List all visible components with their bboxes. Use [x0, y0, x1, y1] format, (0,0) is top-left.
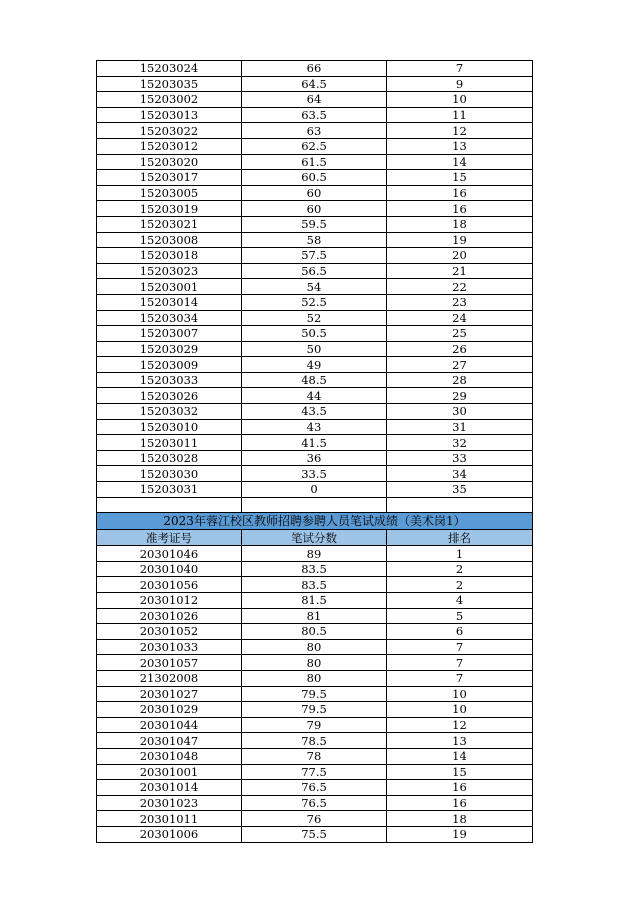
table-row: [97, 826, 533, 842]
exam-number-cell: 15203017: [97, 170, 242, 186]
table-row: [97, 170, 533, 186]
exam-number-cell: 15203012: [97, 138, 242, 154]
written-score-cell: 63.5: [242, 107, 387, 123]
exam-number-cell: 20301040: [97, 561, 242, 577]
table-row: [97, 717, 533, 733]
written-score-cell: 41.5: [242, 435, 387, 451]
table-row: [97, 686, 533, 702]
table-row: [97, 670, 533, 686]
written-score-cell: 77.5: [242, 764, 387, 780]
column-header-row: [97, 530, 533, 546]
exam-number-cell: 20301023: [97, 795, 242, 811]
rank-cell: 5: [387, 608, 533, 624]
written-score-cell: [242, 497, 387, 513]
written-score-cell: 89: [242, 546, 387, 562]
written-score-cell: 50: [242, 341, 387, 357]
rank-cell: 19: [387, 826, 533, 842]
table-row: [97, 341, 533, 357]
exam-number-cell: 15203013: [97, 107, 242, 123]
written-score-cell: 76.5: [242, 795, 387, 811]
exam-number-cell: 15203007: [97, 326, 242, 342]
score-table: [96, 60, 533, 843]
exam-number-cell: 15203028: [97, 450, 242, 466]
written-score-cell: 80: [242, 670, 387, 686]
table-row: [97, 780, 533, 796]
written-score-cell: 52: [242, 310, 387, 326]
rank-cell: 23: [387, 294, 533, 310]
written-score-cell: 81.5: [242, 593, 387, 609]
table-row: [97, 593, 533, 609]
table-row: [97, 466, 533, 482]
exam-number-cell: 20301029: [97, 702, 242, 718]
exam-number-cell: 15203011: [97, 435, 242, 451]
table-row: [97, 639, 533, 655]
rank-cell: 20: [387, 248, 533, 264]
exam-number-cell: 15203005: [97, 185, 242, 201]
exam-number-cell: 20301001: [97, 764, 242, 780]
table-row: [97, 733, 533, 749]
exam-number-cell: 20301046: [97, 546, 242, 562]
exam-number-cell: 15203002: [97, 92, 242, 108]
rank-cell: 10: [387, 702, 533, 718]
written-score-cell: 59.5: [242, 216, 387, 232]
table-row: [97, 232, 533, 248]
written-score-cell: 33.5: [242, 466, 387, 482]
written-score-cell: 60.5: [242, 170, 387, 186]
section2-header-body: [97, 513, 533, 546]
table-row: [97, 76, 533, 92]
written-score-cell: 64.5: [242, 76, 387, 92]
rank-cell: 4: [387, 593, 533, 609]
table-row: [97, 577, 533, 593]
table-row: [97, 61, 533, 77]
exam-number-cell: 20301056: [97, 577, 242, 593]
rank-cell: 30: [387, 404, 533, 420]
table-row: [97, 748, 533, 764]
rank-cell: 16: [387, 201, 533, 217]
rank-cell: 34: [387, 466, 533, 482]
exam-number-cell: 15203032: [97, 404, 242, 420]
written-score-cell: 78: [242, 748, 387, 764]
exam-number-cell: 15203026: [97, 388, 242, 404]
exam-number-cell: 15203023: [97, 263, 242, 279]
rank-cell: 2: [387, 561, 533, 577]
rank-cell: 29: [387, 388, 533, 404]
written-score-cell: 62.5: [242, 138, 387, 154]
table-row: [97, 107, 533, 123]
table-row: [97, 404, 533, 420]
exam-number-cell: 15203014: [97, 294, 242, 310]
exam-number-cell: 20301057: [97, 655, 242, 671]
rank-cell: 7: [387, 61, 533, 77]
header-exam-number: 准考证号: [97, 530, 242, 546]
table-row: [97, 482, 533, 498]
rank-cell: 7: [387, 639, 533, 655]
rank-cell: 15: [387, 764, 533, 780]
written-score-cell: 54: [242, 279, 387, 295]
exam-number-cell: 15203035: [97, 76, 242, 92]
rank-cell: 27: [387, 357, 533, 373]
exam-number-cell: 15203001: [97, 279, 242, 295]
exam-number-cell: 20301026: [97, 608, 242, 624]
table-row: [97, 811, 533, 827]
rank-cell: [387, 497, 533, 513]
table-row: [97, 624, 533, 640]
rank-cell: 10: [387, 686, 533, 702]
table-row: [97, 419, 533, 435]
written-score-cell: 75.5: [242, 826, 387, 842]
written-score-cell: 80.5: [242, 624, 387, 640]
exam-number-cell: [97, 497, 242, 513]
written-score-cell: 80: [242, 655, 387, 671]
table-row: [97, 561, 533, 577]
table-row: [97, 546, 533, 562]
rank-cell: 16: [387, 185, 533, 201]
exam-number-cell: 15203034: [97, 310, 242, 326]
table-row: [97, 608, 533, 624]
rank-cell: 14: [387, 154, 533, 170]
table-row: [97, 326, 533, 342]
table-row: [97, 279, 533, 295]
table-row: [97, 294, 533, 310]
rank-cell: 13: [387, 733, 533, 749]
rank-cell: 12: [387, 717, 533, 733]
exam-number-cell: 15203019: [97, 201, 242, 217]
table-row: [97, 185, 533, 201]
written-score-cell: 78.5: [242, 733, 387, 749]
rank-cell: 2: [387, 577, 533, 593]
written-score-cell: 43: [242, 419, 387, 435]
exam-number-cell: 15203009: [97, 357, 242, 373]
rank-cell: 12: [387, 123, 533, 139]
section1-body: [97, 61, 533, 513]
rank-cell: 14: [387, 748, 533, 764]
exam-number-cell: 15203024: [97, 61, 242, 77]
section-title-row: [97, 513, 533, 530]
table-row: [97, 123, 533, 139]
table-row: [97, 263, 533, 279]
exam-number-cell: 15203020: [97, 154, 242, 170]
written-score-cell: 58: [242, 232, 387, 248]
written-score-cell: 64: [242, 92, 387, 108]
written-score-cell: 48.5: [242, 372, 387, 388]
rank-cell: 25: [387, 326, 533, 342]
rank-cell: 13: [387, 138, 533, 154]
written-score-cell: 83.5: [242, 561, 387, 577]
exam-number-cell: 20301011: [97, 811, 242, 827]
exam-number-cell: 15203030: [97, 466, 242, 482]
rank-cell: 15: [387, 170, 533, 186]
table-row: [97, 497, 533, 513]
written-score-cell: 79: [242, 717, 387, 733]
written-score-cell: 76: [242, 811, 387, 827]
written-score-cell: 83.5: [242, 577, 387, 593]
exam-number-cell: 15203031: [97, 482, 242, 498]
header-rank: 排名: [387, 530, 533, 546]
table-row: [97, 216, 533, 232]
table-row: [97, 764, 533, 780]
table-row: [97, 372, 533, 388]
written-score-cell: 80: [242, 639, 387, 655]
written-score-cell: 79.5: [242, 686, 387, 702]
exam-number-cell: 20301047: [97, 733, 242, 749]
table-row: [97, 92, 533, 108]
exam-number-cell: 20301052: [97, 624, 242, 640]
rank-cell: 16: [387, 795, 533, 811]
rank-cell: 6: [387, 624, 533, 640]
section2-body: [97, 546, 533, 842]
table-row: [97, 310, 533, 326]
rank-cell: 1: [387, 546, 533, 562]
exam-number-cell: 15203018: [97, 248, 242, 264]
exam-number-cell: 20301014: [97, 780, 242, 796]
exam-number-cell: 20301033: [97, 639, 242, 655]
rank-cell: 11: [387, 107, 533, 123]
exam-number-cell: 21302008: [97, 670, 242, 686]
exam-number-cell: 15203021: [97, 216, 242, 232]
written-score-cell: 50.5: [242, 326, 387, 342]
table-row: [97, 702, 533, 718]
score-sheet: [96, 60, 532, 843]
rank-cell: 18: [387, 216, 533, 232]
rank-cell: 19: [387, 232, 533, 248]
rank-cell: 21: [387, 263, 533, 279]
written-score-cell: 52.5: [242, 294, 387, 310]
rank-cell: 26: [387, 341, 533, 357]
table-row: [97, 450, 533, 466]
written-score-cell: 61.5: [242, 154, 387, 170]
exam-number-cell: 15203033: [97, 372, 242, 388]
table-row: [97, 248, 533, 264]
table-row: [97, 201, 533, 217]
written-score-cell: 49: [242, 357, 387, 373]
exam-number-cell: 20301012: [97, 593, 242, 609]
written-score-cell: 56.5: [242, 263, 387, 279]
table-row: [97, 435, 533, 451]
written-score-cell: 43.5: [242, 404, 387, 420]
written-score-cell: 44: [242, 388, 387, 404]
rank-cell: 33: [387, 450, 533, 466]
exam-number-cell: 20301044: [97, 717, 242, 733]
header-written-score: 笔试分数: [242, 530, 387, 546]
rank-cell: 18: [387, 811, 533, 827]
written-score-cell: 76.5: [242, 780, 387, 796]
rank-cell: 31: [387, 419, 533, 435]
written-score-cell: 60: [242, 185, 387, 201]
table-row: [97, 795, 533, 811]
rank-cell: 7: [387, 670, 533, 686]
exam-number-cell: 15203029: [97, 341, 242, 357]
written-score-cell: 57.5: [242, 248, 387, 264]
rank-cell: 28: [387, 372, 533, 388]
written-score-cell: 63: [242, 123, 387, 139]
exam-number-cell: 20301006: [97, 826, 242, 842]
written-score-cell: 79.5: [242, 702, 387, 718]
exam-number-cell: 15203008: [97, 232, 242, 248]
written-score-cell: 81: [242, 608, 387, 624]
table-row: [97, 154, 533, 170]
table-row: [97, 357, 533, 373]
exam-number-cell: 15203022: [97, 123, 242, 139]
rank-cell: 22: [387, 279, 533, 295]
rank-cell: 32: [387, 435, 533, 451]
written-score-cell: 60: [242, 201, 387, 217]
rank-cell: 10: [387, 92, 533, 108]
exam-number-cell: 20301048: [97, 748, 242, 764]
table-row: [97, 138, 533, 154]
table-row: [97, 388, 533, 404]
rank-cell: 16: [387, 780, 533, 796]
rank-cell: 24: [387, 310, 533, 326]
exam-number-cell: 15203010: [97, 419, 242, 435]
table-row: [97, 655, 533, 671]
written-score-cell: 36: [242, 450, 387, 466]
rank-cell: 7: [387, 655, 533, 671]
section-title: 2023年蓉江校区教师招聘参聘人员笔试成绩（美术岗1）: [97, 513, 533, 530]
rank-cell: 9: [387, 76, 533, 92]
rank-cell: 35: [387, 482, 533, 498]
written-score-cell: 0: [242, 482, 387, 498]
exam-number-cell: 20301027: [97, 686, 242, 702]
written-score-cell: 66: [242, 61, 387, 77]
